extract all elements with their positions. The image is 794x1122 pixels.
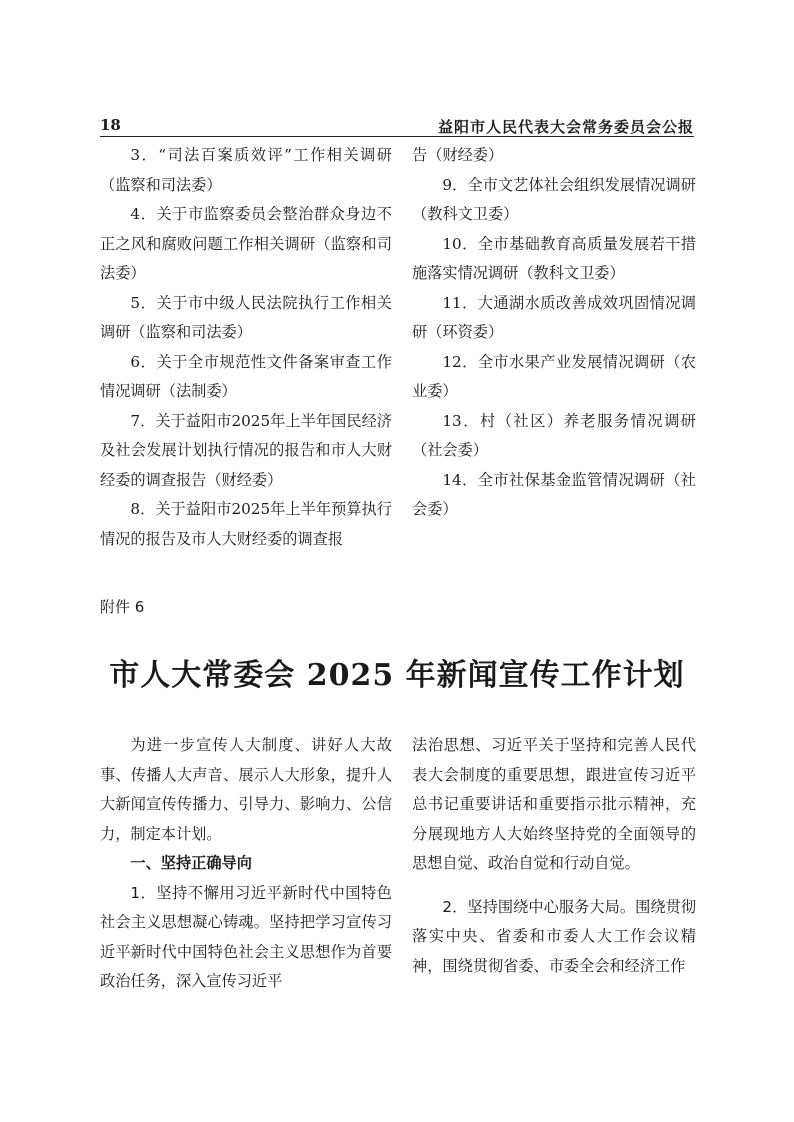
- publication-title: 益阳市人民代表大会常务委员会公报: [437, 118, 694, 136]
- item-text: 围绕贯彻落实中央、省委和市委人大工作会议精神，围绕贯彻省委、市委全会和经济工作: [412, 897, 697, 975]
- document-title: 市人大常委会 2025 年新闻宣传工作计划: [109, 658, 685, 693]
- item-paragraph: [100, 879, 392, 997]
- list-item-continuation: 告（财经委）: [412, 146, 504, 164]
- list-item: 4．关于市监察委员会整治群众身边不正之风和腐败问题工作相关调研（监察和司法委）: [100, 205, 392, 282]
- body-left-column: [100, 731, 392, 997]
- list-item: 5．关于市中级人民法院执行工作相关调研（监察和司法委）: [100, 293, 392, 341]
- list-item: 13．村（社区）养老服务情况调研（社会委）: [412, 411, 696, 459]
- item-lead: 1．坚持不懈用习近平新时代中国特色社会主义思想凝心铸魂。: [100, 883, 392, 931]
- list-item: 3．“司法百案质效评”工作相关调研（监察和司法委）: [100, 146, 392, 194]
- header-rule: [100, 136, 694, 137]
- item-paragraph: [412, 893, 696, 982]
- annex-label: 附件 6: [100, 598, 145, 616]
- page-header: [100, 110, 694, 136]
- item-paragraph-continuation: 法治思想、习近平关于坚持和完善人民代表大会制度的重要思想，跟进宣传习近平总书记重要讲话和重要指示批示精神，充分展现地方人大始终坚持党的全面领导的思想自觉、政治自觉和行动自觉。: [412, 736, 696, 872]
- top-right-column: [412, 141, 696, 525]
- body-right-column: [412, 731, 696, 981]
- list-item: 10．全市基础教育高质量发展若干措施落实情况调研（教科文卫委）: [412, 234, 696, 282]
- list-item: 8．关于益阳市2025年上半年预算执行情况的报告及市人大财经委的调查报: [100, 500, 392, 548]
- list-item: 11．大通湖水质改善成效巩固情况调研（环资委）: [412, 293, 696, 341]
- list-item: 7．关于益阳市2025年上半年国民经济及社会发展计划执行情况的报告和市人大财经委的调查报告（财经委）: [100, 411, 392, 489]
- list-item: 14．全市社保基金监管情况调研（社会委）: [412, 470, 696, 518]
- item-text: 坚持把学习宣传习近平新时代中国特色社会主义思想作为首要政治任务，深入宣传习近平: [100, 913, 393, 990]
- list-item: 6．关于全市规范性文件备案审查工作情况调研（法制委）: [100, 352, 392, 400]
- page-number: 18: [100, 116, 121, 134]
- section-heading: 一、坚持正确导向: [130, 854, 252, 872]
- intro-paragraph: 为进一步宣传人大制度、讲好人大故事、传播人大声音、展示人大形象，提升人大新闻宣传传播力、引导力、影响力、公信力，制定本计划。: [100, 736, 392, 843]
- list-item: 12．全市水果产业发展情况调研（农业委）: [412, 352, 696, 400]
- list-item: 9．全市文艺体社会组织发展情况调研（教科文卫委）: [412, 175, 696, 223]
- item-lead: 2．坚持围绕中心服务大局。: [442, 897, 636, 916]
- top-left-column: [100, 141, 392, 554]
